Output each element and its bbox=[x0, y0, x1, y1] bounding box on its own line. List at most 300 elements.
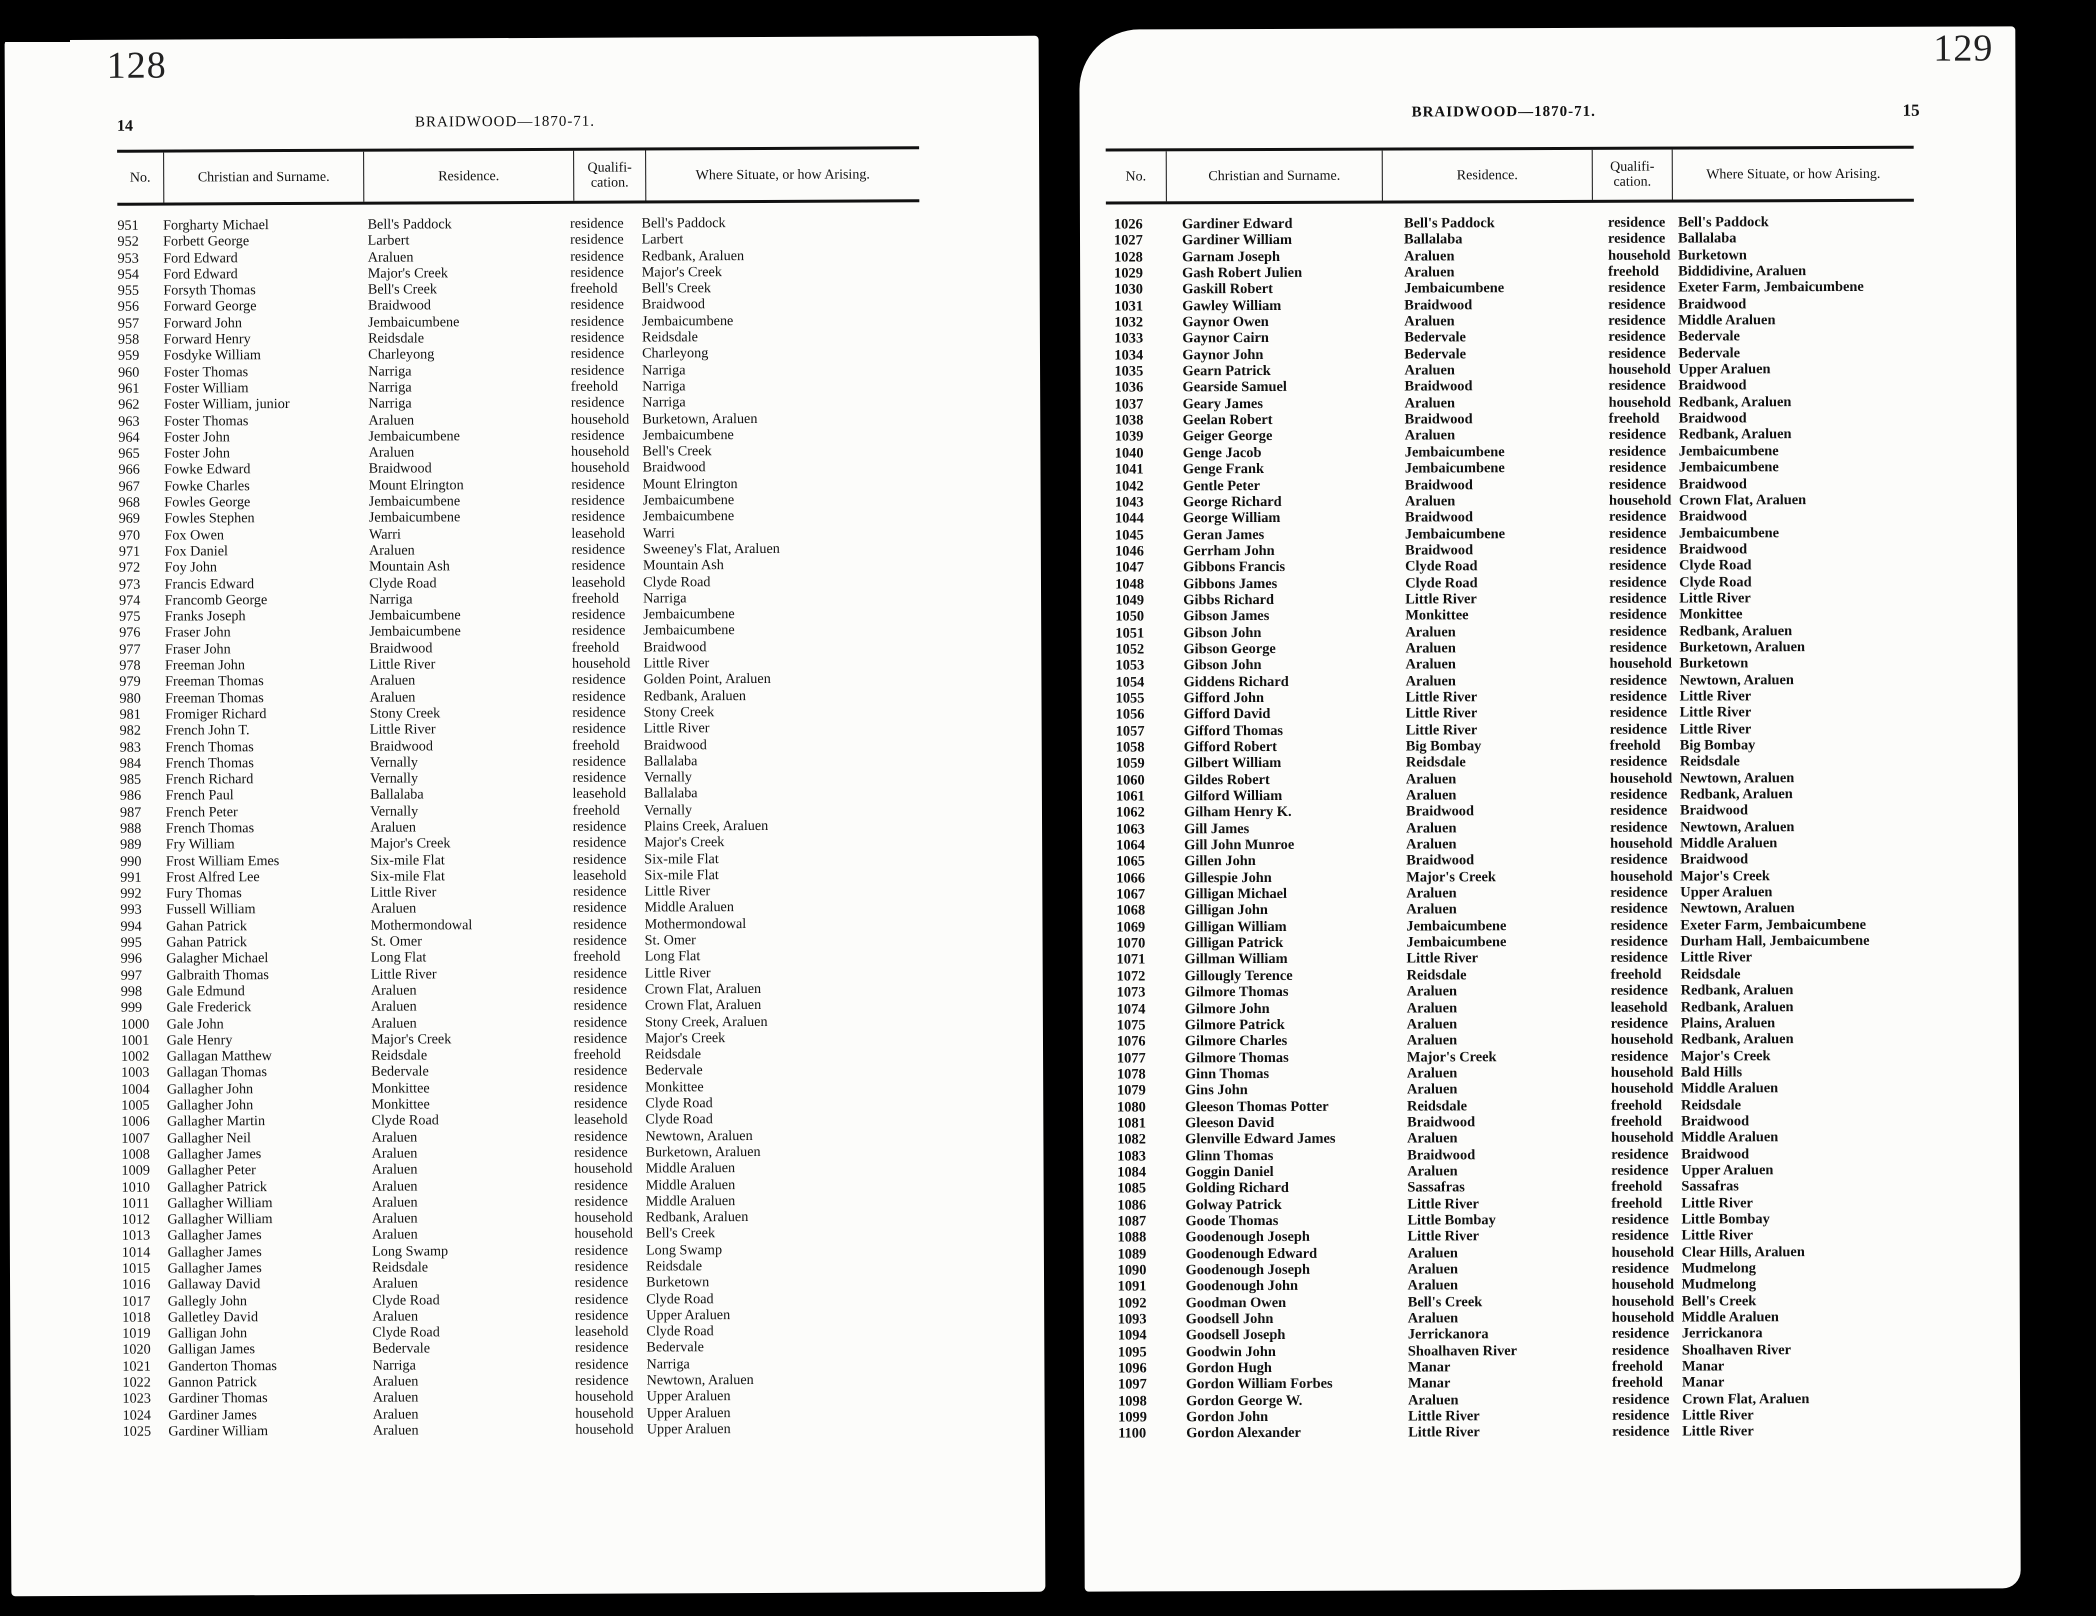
voter-name: Forward Henry bbox=[163, 331, 251, 348]
voter-name: Freeman Thomas bbox=[165, 689, 264, 707]
where-situate: Redbank, Araluen bbox=[1680, 982, 1794, 999]
qualification: freehold bbox=[1611, 1195, 1663, 1212]
entry-number: 955 bbox=[117, 282, 140, 299]
running-title: BRAIDWOOD—1870-71. bbox=[414, 113, 596, 131]
where-situate: Ballalaba bbox=[643, 753, 698, 770]
where-situate: Clyde Road bbox=[645, 1111, 713, 1128]
entry-number: 1051 bbox=[1115, 625, 1145, 642]
entry-number: 1086 bbox=[1117, 1197, 1147, 1214]
residence: Vernally bbox=[369, 754, 419, 771]
qualification: household bbox=[575, 1388, 634, 1406]
voter-name: Foster John bbox=[163, 429, 230, 446]
entry-number: 951 bbox=[117, 217, 139, 234]
residence: Reidsdale bbox=[1407, 1097, 1468, 1115]
qualification: residence bbox=[1608, 443, 1667, 460]
residence: Araluen bbox=[1406, 820, 1457, 837]
where-situate: Durham Hall, Jembaicumbene bbox=[1680, 933, 1870, 950]
where-situate: Crown Flat, Araluen bbox=[1678, 491, 1807, 509]
qualification: residence bbox=[574, 1177, 628, 1194]
qualification: household bbox=[1609, 655, 1672, 673]
where-situate: Reidsdale bbox=[1680, 966, 1741, 983]
qualification: freehold bbox=[571, 590, 619, 607]
voter-name: Gallagher Martin bbox=[166, 1113, 266, 1130]
where-situate: Crown Flat, Araluen bbox=[644, 997, 762, 1014]
entry-number: 1074 bbox=[1116, 1000, 1146, 1018]
qualification: freehold bbox=[573, 948, 621, 966]
where-situate: Charleyong bbox=[642, 345, 709, 362]
qualification: household bbox=[1611, 1276, 1675, 1294]
qualification: residence bbox=[1610, 917, 1668, 934]
voter-name: Gilford William bbox=[1183, 787, 1283, 805]
qualification: residence bbox=[1612, 1407, 1670, 1424]
entry-number: 965 bbox=[118, 445, 140, 462]
where-situate: Little River bbox=[1679, 704, 1752, 721]
entry-number: 1049 bbox=[1115, 592, 1145, 609]
voter-name: Fosdyke William bbox=[163, 347, 261, 364]
table-body bbox=[117, 214, 924, 1440]
voter-name: George Richard bbox=[1182, 493, 1282, 511]
entry-number: 1029 bbox=[1114, 265, 1143, 282]
printed-page-number: 15 bbox=[1902, 100, 1920, 120]
entry-number: 985 bbox=[119, 771, 142, 788]
voter-name: Gale Frederick bbox=[166, 999, 252, 1016]
where-situate: Bald Hills bbox=[1680, 1064, 1743, 1081]
qualification: residence bbox=[1609, 688, 1667, 705]
where-situate: Braidwood bbox=[1681, 1113, 1750, 1130]
qualification: residence bbox=[573, 997, 628, 1015]
voter-name: Gordon William Forbes bbox=[1185, 1376, 1333, 1393]
entry-number: 970 bbox=[118, 527, 141, 544]
residence: Araluen bbox=[1407, 1261, 1459, 1278]
qualification: household bbox=[570, 411, 630, 428]
voter-name: Gildes Robert bbox=[1183, 771, 1270, 788]
residence: Araluen bbox=[372, 1406, 419, 1423]
entry-number: 1090 bbox=[1117, 1262, 1147, 1279]
qualification: residence bbox=[1611, 1146, 1669, 1163]
qualification: residence bbox=[1611, 1227, 1669, 1245]
entry-number: 952 bbox=[117, 233, 139, 251]
where-situate: Mothermondowal bbox=[644, 915, 747, 933]
qualification: residence bbox=[1608, 312, 1666, 329]
entry-number: 978 bbox=[119, 657, 141, 674]
voter-name: Gordon John bbox=[1186, 1409, 1269, 1426]
qualification: residence bbox=[1608, 328, 1666, 346]
residence: Monkittee bbox=[371, 1096, 430, 1113]
residence: Major's Creek bbox=[1406, 1048, 1497, 1066]
qualification: residence bbox=[570, 345, 625, 363]
residence: Charleyong bbox=[368, 346, 435, 364]
entry-number: 1089 bbox=[1117, 1246, 1147, 1263]
qualification: residence bbox=[1609, 639, 1667, 656]
where-situate: Major's Creek bbox=[645, 1029, 726, 1047]
qualification: residence bbox=[572, 753, 627, 770]
where-situate: Braidwood bbox=[1678, 475, 1747, 493]
voter-name: Gilham Henry K. bbox=[1183, 804, 1292, 821]
voter-name: Francomb George bbox=[164, 591, 268, 609]
residence: Jembaicumbene bbox=[368, 509, 461, 527]
entry-number: 1063 bbox=[1116, 821, 1145, 838]
voter-name: Gardiner Thomas bbox=[168, 1390, 268, 1407]
residence: Araluen bbox=[1404, 248, 1455, 265]
residence: Araluen bbox=[1407, 1163, 1458, 1180]
voter-name: Gibbons James bbox=[1183, 575, 1278, 592]
where-situate: Middle Araluen bbox=[1680, 1080, 1779, 1097]
residence: Narriga bbox=[368, 363, 412, 380]
where-situate: Jembaicumbene bbox=[1678, 443, 1779, 460]
entry-number: 1015 bbox=[121, 1260, 151, 1277]
residence: Araluen bbox=[1408, 1392, 1459, 1409]
entry-number: 1059 bbox=[1115, 755, 1145, 772]
residence: Braidwood bbox=[1407, 1146, 1476, 1164]
voter-name: Gillespie John bbox=[1184, 869, 1272, 887]
entry-number: 1091 bbox=[1117, 1278, 1147, 1295]
where-situate: Mount Elrington bbox=[642, 475, 738, 493]
voter-name: Gleeson David bbox=[1185, 1114, 1275, 1132]
entry-number: 1082 bbox=[1117, 1131, 1146, 1148]
voter-name: French Richard bbox=[165, 771, 254, 788]
where-situate: Braidwood bbox=[643, 736, 707, 753]
entry-number: 1008 bbox=[121, 1146, 150, 1163]
where-situate: Little River bbox=[1679, 720, 1752, 738]
where-situate: Jembaicumbene bbox=[1678, 459, 1779, 476]
where-situate: Long Swamp bbox=[645, 1241, 723, 1259]
residence: Jembaicumbene bbox=[369, 607, 461, 624]
where-situate: Clyde Road bbox=[645, 1095, 713, 1112]
qualification: residence bbox=[1608, 459, 1667, 476]
where-situate: Crown Flat, Araluen bbox=[1682, 1390, 1810, 1408]
entry-number: 997 bbox=[120, 967, 143, 984]
qualification: household bbox=[1608, 247, 1671, 264]
table-body bbox=[1106, 214, 1918, 1443]
qualification: freehold bbox=[571, 639, 620, 656]
residence: Ballalaba bbox=[1403, 231, 1463, 248]
voter-name: Goodman Owen bbox=[1185, 1294, 1287, 1311]
qualification: residence bbox=[1611, 1211, 1669, 1228]
qualification: residence bbox=[1610, 933, 1668, 950]
entry-number: 1023 bbox=[122, 1391, 151, 1408]
where-situate: Middle Araluen bbox=[645, 1176, 736, 1193]
residence: Araluen bbox=[371, 1161, 418, 1178]
qualification: residence bbox=[574, 1144, 628, 1161]
where-situate: Braidwood bbox=[641, 296, 705, 313]
entry-number: 1065 bbox=[1116, 853, 1145, 870]
entry-number: 969 bbox=[118, 511, 141, 528]
residence: Little River bbox=[1407, 1195, 1479, 1213]
entry-number: 1052 bbox=[1115, 641, 1145, 658]
voter-name: Goggin Daniel bbox=[1185, 1163, 1274, 1181]
header-no: No. bbox=[1125, 168, 1147, 184]
where-situate: Braidwood bbox=[1679, 541, 1748, 558]
qualification: residence bbox=[571, 541, 626, 558]
voter-name: Geelan Robert bbox=[1182, 412, 1273, 429]
entry-number: 1070 bbox=[1116, 935, 1146, 952]
where-situate: Long Flat bbox=[644, 948, 701, 965]
qualification: household bbox=[574, 1225, 633, 1243]
entry-number: 1002 bbox=[121, 1048, 150, 1065]
entry-number: 1022 bbox=[122, 1374, 151, 1391]
where-situate: Sweeney's Flat, Araluen bbox=[642, 540, 780, 558]
qualification: household bbox=[571, 459, 630, 477]
voter-name: Fowles George bbox=[164, 494, 251, 511]
residence: Mount Elrington bbox=[368, 477, 464, 494]
entry-number: 995 bbox=[120, 934, 142, 951]
qualification: residence bbox=[1609, 753, 1668, 771]
qualification: household bbox=[1610, 835, 1673, 852]
qualification: residence bbox=[1612, 1391, 1670, 1408]
where-situate: Burketown, Araluen bbox=[1679, 639, 1805, 656]
where-situate: Redbank, Araluen bbox=[1678, 426, 1792, 444]
residence: St. Omer bbox=[370, 933, 422, 950]
entry-number: 972 bbox=[118, 559, 141, 577]
qualification: leasehold bbox=[571, 574, 626, 591]
qualification: residence bbox=[572, 883, 627, 900]
voter-name: Forbett George bbox=[163, 233, 250, 250]
voter-name: Gaynor Owen bbox=[1182, 314, 1269, 331]
residence: Stony Creek bbox=[369, 705, 441, 722]
entry-number: 1038 bbox=[1114, 412, 1144, 429]
where-situate: Newtown, Araluen bbox=[645, 1127, 753, 1145]
voter-name: Gearside Samuel bbox=[1182, 379, 1287, 396]
entry-number: 991 bbox=[120, 869, 142, 886]
where-situate: Little River bbox=[1679, 688, 1752, 705]
where-situate: Braidwood bbox=[1679, 802, 1749, 819]
residence: Reidsdale bbox=[1406, 967, 1467, 984]
qualification: residence bbox=[1608, 508, 1667, 525]
residence: Braidwood bbox=[369, 640, 433, 657]
qualification: residence bbox=[1610, 819, 1668, 836]
qualification: residence bbox=[1610, 851, 1668, 869]
entry-number: 1030 bbox=[1114, 281, 1143, 298]
qualification: residence bbox=[1608, 345, 1666, 362]
where-situate: Little River bbox=[644, 883, 711, 900]
voter-name: Golding Richard bbox=[1185, 1180, 1289, 1197]
entry-number: 1094 bbox=[1117, 1327, 1147, 1344]
entry-number: 975 bbox=[119, 608, 141, 625]
entry-number: 1076 bbox=[1116, 1033, 1146, 1050]
residence: Bell's Creek bbox=[367, 281, 438, 298]
voter-name: Gins John bbox=[1184, 1082, 1248, 1099]
where-situate: Exeter Farm, Jembaicumbene bbox=[1678, 279, 1864, 296]
residence: Araluen bbox=[1405, 672, 1456, 690]
entry-number: 1026 bbox=[1113, 216, 1143, 233]
where-situate: Reidsdale bbox=[645, 1046, 702, 1063]
qualification: residence bbox=[1609, 574, 1667, 591]
where-situate: Six-mile Flat bbox=[644, 850, 719, 868]
residence: Araluen bbox=[371, 1194, 418, 1211]
voter-name: Gilmore Patrick bbox=[1184, 1016, 1285, 1034]
entry-number: 1100 bbox=[1118, 1425, 1147, 1442]
residence: Larbert bbox=[367, 232, 410, 249]
voter-name: Gallagher James bbox=[167, 1227, 262, 1244]
entry-number: 1013 bbox=[121, 1228, 151, 1245]
entry-number: 1024 bbox=[122, 1407, 152, 1424]
residence: Jembaicumbene bbox=[1405, 525, 1506, 543]
residence: Araluen bbox=[1406, 901, 1457, 918]
residence: Jembaicumbene bbox=[368, 493, 461, 510]
qualification: residence bbox=[572, 818, 627, 835]
qualification: residence bbox=[1607, 230, 1666, 248]
voter-name: Glenville Edward James bbox=[1185, 1131, 1336, 1148]
where-situate: Newtown, Araluen bbox=[1679, 671, 1794, 689]
qualification: residence bbox=[1612, 1424, 1670, 1441]
qualification: residence bbox=[1611, 1342, 1670, 1359]
voter-name: Foster Thomas bbox=[163, 412, 249, 430]
residence: Araluen bbox=[369, 672, 416, 689]
where-situate: Bedervale bbox=[1678, 328, 1740, 345]
left-page bbox=[5, 36, 1046, 1596]
voter-name: Geary James bbox=[1182, 395, 1263, 413]
table-header bbox=[117, 146, 919, 205]
where-situate: Middle Araluen bbox=[1680, 835, 1778, 852]
where-situate: Little River bbox=[644, 964, 711, 982]
where-situate: Shoalhaven River bbox=[1681, 1341, 1792, 1359]
voter-name: Gill James bbox=[1184, 820, 1250, 837]
where-situate: Redbank, Araluen bbox=[645, 1209, 749, 1226]
residence: Jerrickanora bbox=[1407, 1326, 1489, 1343]
residence: Araluen bbox=[1405, 640, 1456, 657]
voter-name: Gibson James bbox=[1183, 608, 1270, 625]
qualification: freehold bbox=[1608, 263, 1660, 280]
where-situate: Braidwood bbox=[1678, 296, 1747, 313]
entry-number: 1069 bbox=[1116, 919, 1146, 936]
entry-number: 954 bbox=[117, 266, 139, 283]
where-situate: Middle Araluen bbox=[1678, 312, 1776, 329]
table-row bbox=[123, 1420, 925, 1440]
entry-number: 986 bbox=[119, 788, 142, 805]
qualification: residence bbox=[570, 231, 624, 249]
residence: Araluen bbox=[1406, 1016, 1458, 1033]
entry-number: 1046 bbox=[1115, 543, 1144, 560]
voter-name: Garnam Joseph bbox=[1182, 248, 1281, 265]
entry-number: 953 bbox=[117, 250, 139, 267]
entry-number: 1017 bbox=[122, 1293, 151, 1310]
voter-name: Gibson John bbox=[1183, 657, 1262, 674]
entry-number: 1007 bbox=[121, 1130, 150, 1147]
residence: Araluen bbox=[370, 819, 416, 836]
residence: Little River bbox=[1408, 1424, 1480, 1441]
entry-number: 956 bbox=[117, 299, 140, 316]
residence: Araluen bbox=[1406, 1065, 1458, 1082]
voter-name: Fox Owen bbox=[164, 526, 224, 544]
residence: Araluen bbox=[1404, 264, 1455, 281]
entry-number: 962 bbox=[118, 396, 140, 414]
residence: Araluen bbox=[371, 1210, 418, 1227]
header-qualification: Qualifi-cation. bbox=[1592, 150, 1672, 200]
where-situate: Redbank, Araluen bbox=[1678, 393, 1792, 411]
entry-number: 1036 bbox=[1114, 379, 1144, 396]
residence: Braidwood bbox=[1404, 378, 1473, 395]
residence: Shoalhaven River bbox=[1407, 1342, 1518, 1360]
voter-name: Freeman John bbox=[164, 657, 246, 674]
voter-name: French John T. bbox=[165, 722, 250, 739]
voter-name: Gahan Patrick bbox=[166, 917, 247, 935]
where-situate: Ballalaba bbox=[1677, 230, 1737, 247]
where-situate: Major's Creek bbox=[1680, 1047, 1771, 1065]
where-situate: Biddidivine, Araluen bbox=[1678, 263, 1807, 280]
qualification: residence bbox=[573, 965, 627, 982]
voter-name: Gaynor Cairn bbox=[1182, 330, 1269, 347]
where-situate: Reidsdale bbox=[646, 1258, 703, 1275]
residence: Braidwood bbox=[1406, 852, 1475, 869]
where-situate: Plains Creek, Araluen bbox=[644, 817, 769, 835]
qualification: residence bbox=[573, 1095, 628, 1112]
where-situate: Upper Araluen bbox=[1678, 361, 1771, 378]
voter-name: French Peter bbox=[165, 803, 238, 821]
residence: Long Swamp bbox=[372, 1243, 449, 1260]
entry-number: 961 bbox=[118, 380, 140, 397]
residence: Little River bbox=[1406, 950, 1479, 967]
where-situate: Redbank, Araluen bbox=[643, 687, 747, 705]
where-situate: Clyde Road bbox=[1679, 557, 1752, 574]
entry-number: 981 bbox=[119, 706, 141, 723]
where-situate: Braidwood bbox=[642, 459, 706, 476]
qualification: residence bbox=[1610, 901, 1668, 918]
qualification: freehold bbox=[1611, 1113, 1663, 1130]
where-situate: Newtown, Araluen bbox=[1679, 769, 1795, 787]
where-situate: Little River bbox=[1682, 1423, 1754, 1440]
qualification: residence bbox=[1609, 672, 1667, 689]
entry-number: 979 bbox=[119, 673, 141, 691]
qualification: residence bbox=[1607, 214, 1666, 231]
where-situate: Vernally bbox=[644, 801, 693, 819]
qualification: residence bbox=[1609, 541, 1667, 558]
where-situate: Redbank, Araluen bbox=[1679, 622, 1793, 640]
qualification: residence bbox=[1608, 427, 1667, 444]
qualification: residence bbox=[1609, 525, 1667, 542]
voter-name: Goodsell John bbox=[1185, 1311, 1274, 1328]
header-qualification: Qualifi-cation. bbox=[573, 150, 645, 200]
voter-name: Gordon George W. bbox=[1186, 1392, 1303, 1410]
residence: Reidsdale bbox=[1405, 754, 1466, 771]
where-situate: Middle Araluen bbox=[645, 1160, 736, 1177]
where-situate: Clear Hills, Araluen bbox=[1681, 1243, 1805, 1261]
entry-number: 1010 bbox=[121, 1179, 151, 1196]
qualification: residence bbox=[574, 1291, 629, 1308]
qualification: residence bbox=[572, 769, 627, 786]
where-situate: Little River bbox=[1682, 1407, 1754, 1424]
residence: Mountain Ash bbox=[369, 558, 450, 575]
voter-name: Galligan John bbox=[167, 1325, 248, 1342]
voter-name: Ford Edward bbox=[163, 266, 238, 283]
entry-number: 1043 bbox=[1114, 494, 1144, 511]
manuscript-page-number: 129 bbox=[1933, 27, 1994, 70]
qualification: freehold bbox=[1611, 1178, 1663, 1196]
qualification: freehold bbox=[572, 802, 620, 819]
entry-number: 977 bbox=[119, 641, 141, 658]
entry-number: 1000 bbox=[120, 1016, 150, 1033]
qualification: household bbox=[1610, 868, 1673, 885]
voter-name: Gordon Hugh bbox=[1185, 1360, 1272, 1377]
entry-number: 958 bbox=[117, 331, 140, 348]
where-situate: Clyde Road bbox=[646, 1290, 714, 1308]
where-situate: Jembaicumbene bbox=[641, 312, 734, 330]
residence: Araluen bbox=[1407, 1244, 1458, 1262]
voter-name: Geiger George bbox=[1182, 428, 1273, 445]
residence: Araluen bbox=[372, 1373, 419, 1390]
voter-name: Gallagher Neil bbox=[167, 1129, 251, 1147]
voter-name: Ginn Thomas bbox=[1184, 1065, 1270, 1083]
qualification: residence bbox=[1610, 982, 1668, 999]
residence: Manar bbox=[1407, 1359, 1451, 1376]
residence: Araluen bbox=[371, 1015, 417, 1032]
residence: Bedervale bbox=[1404, 346, 1466, 363]
qualification: residence bbox=[574, 1340, 629, 1357]
where-situate: Manar bbox=[1681, 1358, 1725, 1375]
voter-name: Fraser John bbox=[164, 641, 231, 658]
qualification: residence bbox=[570, 427, 625, 444]
residence: Ballalaba bbox=[370, 786, 424, 804]
voter-name: Gearn Patrick bbox=[1182, 363, 1271, 380]
